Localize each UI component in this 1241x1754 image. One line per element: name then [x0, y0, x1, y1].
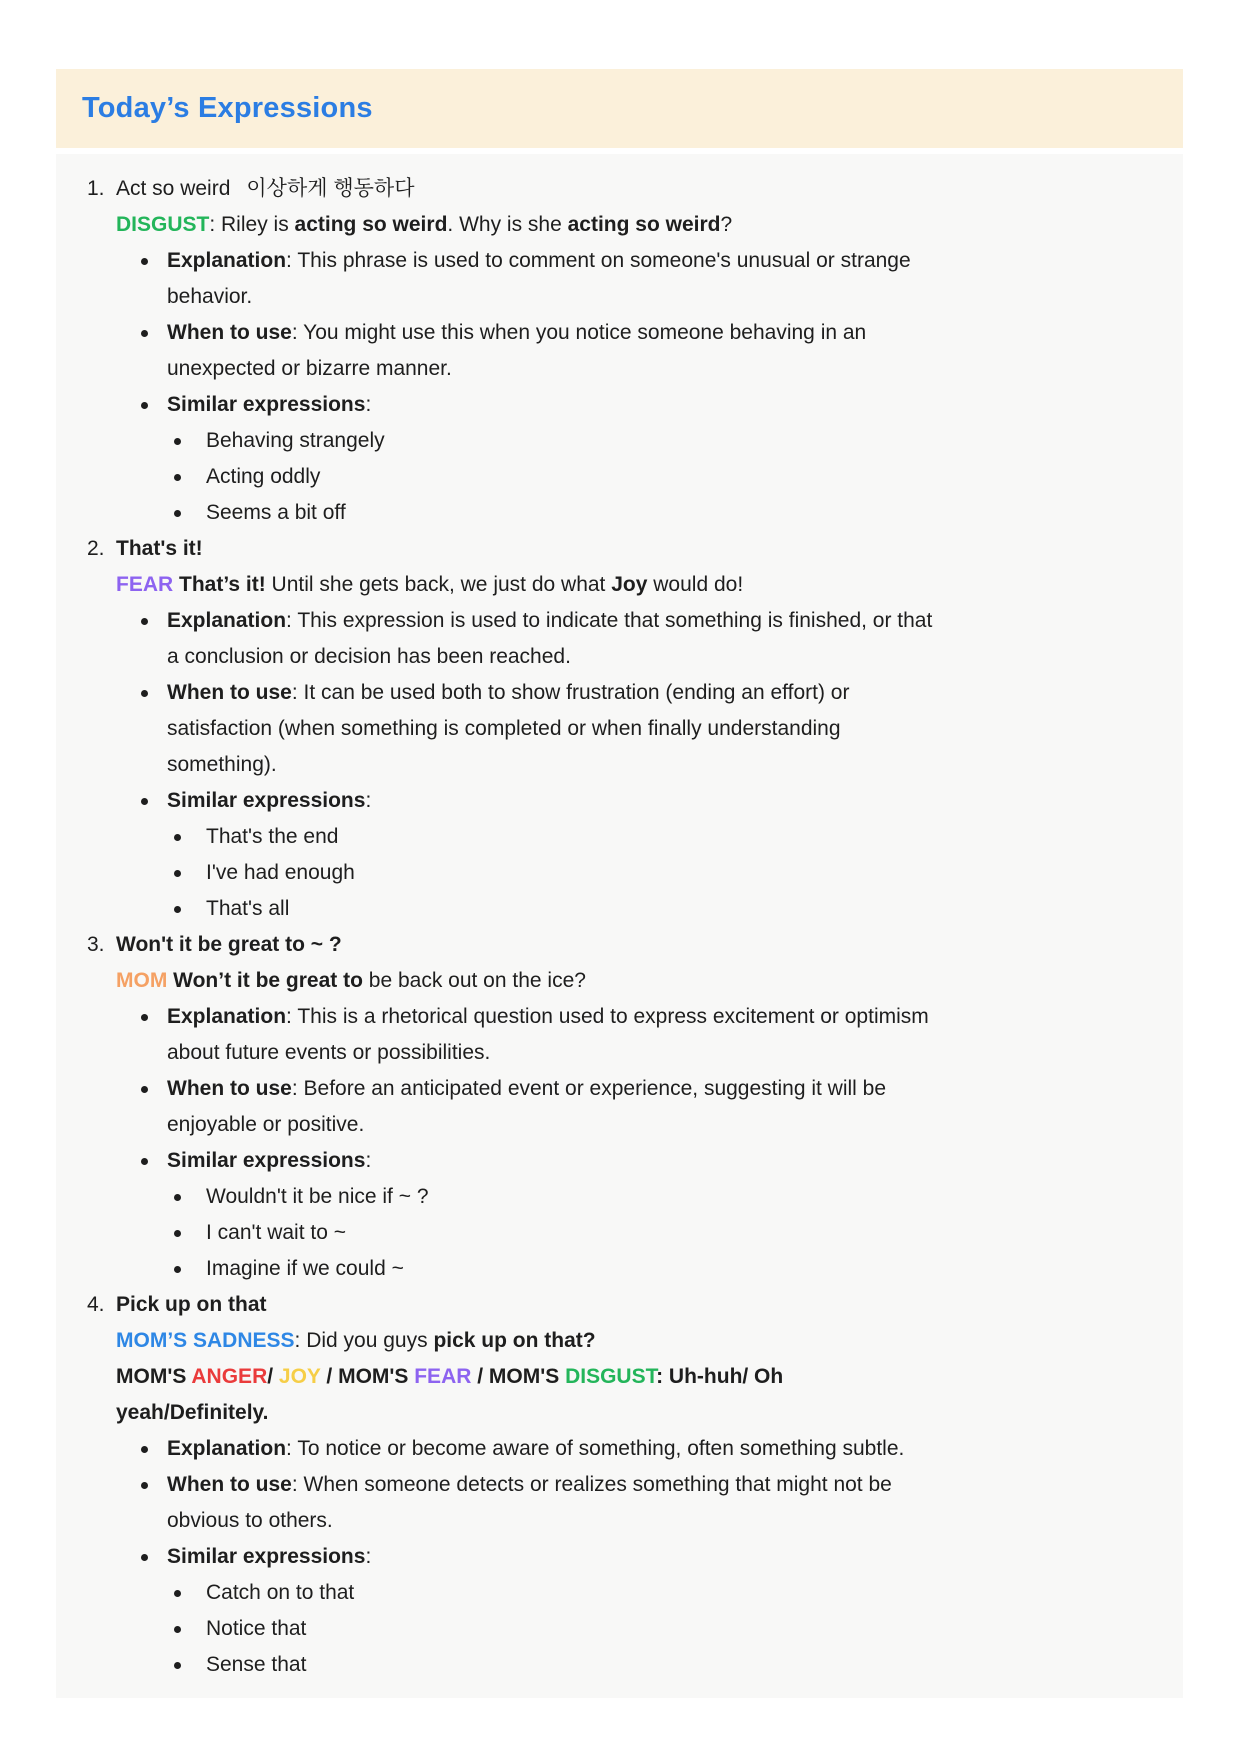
bullet-icon: [174, 1662, 181, 1669]
text-segment: would do!: [647, 573, 744, 596]
bullet-icon: [174, 1590, 181, 1597]
text-segment: Imagine if we could ~: [206, 1257, 404, 1280]
text-segment: That's it!: [116, 537, 203, 560]
text-segment: Similar expressions: [167, 789, 366, 812]
text-segment: That’s it!: [179, 573, 266, 596]
text-segment: : This is a rhetorical question used to express excitement or optimism: [286, 1005, 929, 1028]
bullet-icon: [174, 438, 181, 445]
bullet-icon: [141, 690, 148, 697]
text-segment: MOM'S: [488, 1365, 566, 1388]
text-segment: Behaving strangely: [206, 429, 385, 452]
text-line: [56, 1107, 1183, 1143]
list-item-4: [56, 1287, 1183, 1323]
emotion-tag: MOM: [116, 969, 174, 992]
text-segment: pick up on that?: [433, 1329, 596, 1352]
page-title: Today’s Expressions: [82, 92, 373, 124]
text-line: [56, 351, 1183, 387]
list-item-3: [56, 927, 1183, 963]
text-segment: Joy: [611, 573, 648, 596]
emotion-tag: DISGUST: [565, 1365, 657, 1388]
text-segment: : Did you guys: [294, 1329, 434, 1352]
bullet-line: [56, 1539, 1183, 1575]
emotion-tag: FEAR: [116, 573, 179, 596]
text-segment: acting so weird: [567, 213, 721, 236]
emotion-tag: FEAR: [414, 1365, 472, 1388]
text-segment: That's all: [206, 897, 290, 920]
text-segment: :: [365, 1545, 372, 1568]
text-segment: Similar expressions: [167, 393, 366, 416]
bullet-icon: [174, 870, 181, 877]
text-segment: /: [320, 1365, 339, 1388]
text-segment: Explanation: [167, 1005, 287, 1028]
text-segment: Act so weird: [116, 177, 231, 200]
text-segment: satisfaction (when something is completed or when finally understanding: [167, 717, 841, 740]
bullet-icon: [174, 906, 181, 913]
bullet-line: [56, 999, 1183, 1035]
text-line: [56, 963, 1183, 999]
text-segment: When to use: [167, 1473, 292, 1496]
bullet-line: [56, 315, 1183, 351]
text-segment: That's the end: [206, 825, 339, 848]
emotion-tag: ANGER: [191, 1365, 268, 1388]
text-line: [56, 1035, 1183, 1071]
bullet-icon: [174, 1230, 181, 1237]
text-segment: Explanation: [167, 1437, 287, 1460]
bullet-line: [56, 891, 1183, 927]
text-segment: : Before an anticipated event or experience, suggesting it will be: [291, 1077, 887, 1100]
text-line: [56, 711, 1183, 747]
text-line: [56, 279, 1183, 315]
bullet-line: [56, 603, 1183, 639]
bullet-icon: [141, 258, 148, 265]
text-segment: Pick up on that: [116, 1293, 267, 1316]
text-segment: Sense that: [206, 1653, 307, 1676]
text-line: [56, 567, 1183, 603]
bullet-line: [56, 1647, 1183, 1683]
list-number: 1.: [87, 177, 105, 200]
list-number: 3.: [87, 933, 105, 956]
text-segment: When to use: [167, 1077, 292, 1100]
bullet-line: [56, 783, 1183, 819]
bullet-line: [56, 1467, 1183, 1503]
text-segment: Similar expressions: [167, 1545, 366, 1568]
text-line: [56, 1395, 1183, 1431]
text-segment: Catch on to that: [206, 1581, 355, 1604]
bullet-icon: [141, 1158, 148, 1165]
bullet-icon: [141, 1014, 148, 1021]
text-segment: /: [267, 1365, 279, 1388]
bullet-icon: [141, 618, 148, 625]
text-segment: Won’t it be great to: [173, 969, 363, 992]
bullet-line: [56, 855, 1183, 891]
bullet-line: [56, 459, 1183, 495]
bullet-line: [56, 387, 1183, 423]
list-number: 2.: [87, 537, 105, 560]
bullet-line: [56, 1215, 1183, 1251]
text-segment: : When someone detects or realizes something that might not be: [291, 1473, 892, 1496]
emotion-tag: JOY: [278, 1365, 321, 1388]
content-box: [56, 154, 1183, 1698]
text-segment: :: [365, 393, 372, 416]
text-line: [56, 207, 1183, 243]
bullet-icon: [174, 510, 181, 517]
text-segment: : Riley is: [209, 213, 295, 236]
bullet-icon: [141, 402, 148, 409]
bullet-icon: [174, 1626, 181, 1633]
text-segment: about future events or possibilities.: [167, 1041, 491, 1064]
list-item-1: [56, 171, 1183, 207]
text-line: [56, 1359, 1183, 1395]
text-segment: : This phrase is used to comment on someone's unusual or strange: [286, 249, 911, 272]
text-segment: Won't it be great to ~ ?: [116, 933, 342, 956]
bullet-line: [56, 819, 1183, 855]
bullet-line: [56, 1431, 1183, 1467]
bullet-line: [56, 1143, 1183, 1179]
text-segment: Uh-huh/ Oh: [668, 1365, 784, 1388]
text-segment: behavior.: [167, 285, 253, 308]
text-segment: 이상하게 행동하다: [246, 177, 415, 200]
list-number: 4.: [87, 1293, 105, 1316]
list-item-2: [56, 531, 1183, 567]
text-segment: :: [365, 789, 372, 812]
text-segment: Explanation: [167, 609, 287, 632]
text-segment: acting so weird: [294, 213, 448, 236]
text-segment: obvious to others.: [167, 1509, 333, 1532]
bullet-line: [56, 675, 1183, 711]
section-banner: [56, 69, 1183, 148]
bullet-icon: [141, 330, 148, 337]
text-segment: Until she gets back, we just do what: [265, 573, 612, 596]
text-segment: Similar expressions: [167, 1149, 366, 1172]
text-segment: : You might use this when you notice someone behaving in an: [291, 321, 867, 344]
text-segment: When to use: [167, 681, 292, 704]
bullet-line: [56, 495, 1183, 531]
text-line: [56, 747, 1183, 783]
emotion-tag: DISGUST: [116, 213, 210, 236]
bullet-line: [56, 1071, 1183, 1107]
emotion-tag: MOM’S SADNESS: [116, 1329, 295, 1352]
text-segment: MOM'S: [116, 1365, 192, 1388]
text-segment: /: [471, 1365, 489, 1388]
bullet-icon: [141, 1482, 148, 1489]
text-segment: Notice that: [206, 1617, 307, 1640]
text-segment: enjoyable or positive.: [167, 1113, 365, 1136]
bullet-icon: [174, 1194, 181, 1201]
text-segment: : It can be used both to show frustration (ending an effort) or: [291, 681, 850, 704]
text-segment: I've had enough: [206, 861, 355, 884]
text-segment: Acting oddly: [206, 465, 321, 488]
bullet-icon: [174, 834, 181, 841]
text-segment: yeah/Definitely.: [116, 1401, 269, 1424]
text-segment: : This expression is used to indicate that something is finished, or that: [286, 609, 933, 632]
bullet-line: [56, 1611, 1183, 1647]
text-segment: Explanation: [167, 249, 287, 272]
text-segment: :: [365, 1149, 372, 1172]
bullet-line: [56, 1179, 1183, 1215]
text-segment: Wouldn't it be nice if ~ ?: [206, 1185, 429, 1208]
text-segment: : To notice or become aware of something, often something subtle.: [286, 1437, 905, 1460]
text-segment: something).: [167, 753, 277, 776]
text-segment: a conclusion or decision has been reached.: [167, 645, 571, 668]
bullet-icon: [141, 1086, 148, 1093]
bullet-icon: [174, 474, 181, 481]
text-segment: :: [656, 1365, 669, 1388]
text-segment: . Why is she: [447, 213, 568, 236]
bullet-line: [56, 423, 1183, 459]
bullet-icon: [141, 1554, 148, 1561]
text-segment: unexpected or bizarre manner.: [167, 357, 452, 380]
text-line: [56, 639, 1183, 675]
text-segment: Seems a bit off: [206, 501, 346, 524]
bullet-line: [56, 1251, 1183, 1287]
text-segment: When to use: [167, 321, 292, 344]
bullet-icon: [141, 1446, 148, 1453]
text-line: [56, 1503, 1183, 1539]
text-segment: be back out on the ice?: [362, 969, 586, 992]
bullet-icon: [141, 798, 148, 805]
text-segment: I can't wait to ~: [206, 1221, 346, 1244]
text-line: [56, 1323, 1183, 1359]
bullet-icon: [174, 1266, 181, 1273]
text-segment: ?: [720, 213, 733, 236]
bullet-line: [56, 1575, 1183, 1611]
content-lines: [56, 171, 1183, 1683]
text-segment: MOM'S: [338, 1365, 415, 1388]
bullet-line: [56, 243, 1183, 279]
